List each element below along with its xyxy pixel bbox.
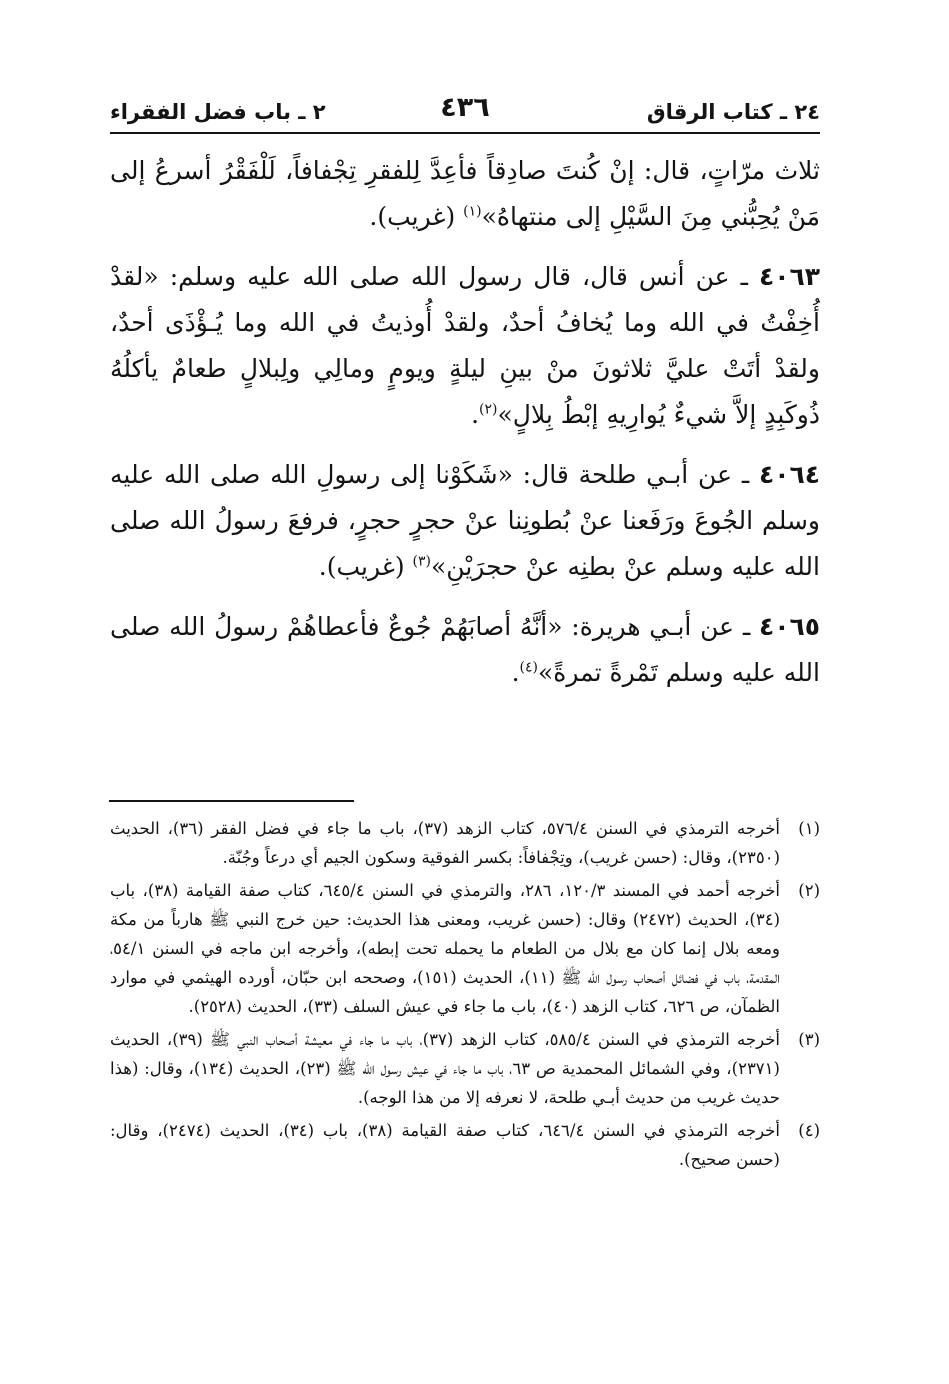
- hadith-number: ٤٠٦٤: [758, 460, 820, 489]
- footnote-marker: (٤): [798, 1121, 820, 1140]
- paragraph-tail: .: [511, 658, 520, 687]
- page-number: ٤٣٦: [440, 92, 490, 123]
- hadith-number: ٤٠٦٥: [758, 612, 820, 641]
- footnote-text: أخرجه الترمذي في السنن ٥٨٥/٤، كتاب الزهد (٣٧)، باب ما جاء في معيشة أصحاب النبي ﷺ (٣٩)، الحديث (٢٣٧١)، وفي الشمائل المحمدية ص ٦٣، باب ما جاء في عيش رسول الله ﷺ (٢٣)، الحديث (١٣٤)، وقال: (هذا حديث غريب من حديث أبـي طلحة، لا نعرفه إلا من هذا الوجه).: [110, 1030, 780, 1107]
- hadith-4065: [110, 604, 820, 696]
- chapter-title: ٢٤ ـ كتاب الرقاق: [646, 100, 820, 124]
- running-header: [110, 88, 820, 134]
- footnote-ref: (٣): [412, 553, 432, 570]
- footnote-text: أخرجه الترمذي في السنن ٦٤٦/٤، كتاب صفة القيامة (٣٨)، باب (٣٤)، الحديث (٢٤٧٤)، وقال: (حسن صحيح).: [110, 1121, 780, 1169]
- paragraph-tail: .: [471, 400, 480, 429]
- book-page: [110, 88, 820, 1328]
- footnote-text: أخرجه أحمد في المسند ١٢٠/٣، ٢٨٦، والترمذي في السنن ٦٤٥/٤، كتاب صفة القيامة (٣٨)، باب (٣٤)، الحديث (٢٤٧٢) وقال: (حسن غريب، ومعنى هذا الحديث: حين خرج النبي ﷺ هارباً من مكة ومعه بلال إنما كان مع بلال من الطعام ما يحمله تحت إبطه)، وأخرجه ابن ماجه في السنن ٥٤/١، المقدمة، باب في فضائل أصحاب رسول الله ﷺ (١١)، الحديث (١٥١)، وصححه ابن حبّان، أورده الهيثمي في موارد الظمآن، ص ٦٢٦، كتاب الزهد (٤٠)، باب ما جاء في عيش السلف (٣٣)، الحديث (٢٥٢٨).: [110, 881, 780, 1016]
- paragraph-continuation: [110, 148, 820, 240]
- paragraph-text: ـ عن أبـي هريرة: «أنَّهُ أصابَهُمْ جُوعٌ فأعطاهُمْ رسولُ الله صلى الله عليه وسلم تَمْرةً تمرةً»: [110, 612, 820, 687]
- footnote-ref: (٤): [519, 659, 538, 676]
- footnote-ref: (٢): [479, 401, 498, 418]
- hadith-4063: [110, 254, 820, 438]
- footnote-2: [110, 876, 820, 1021]
- hadith-4064: [110, 452, 820, 590]
- section-title: ٢ ـ باب فضل الفقراء: [110, 100, 326, 124]
- footnote-1: [110, 814, 820, 872]
- paragraph-text: ـ عن أبـي طلحة قال: «شَكَوْنا إلى رسولِ الله صلى الله عليه وسلم الجُوعَ ورَفَعنا عنْ بُطونِنا عنْ حجرٍ حجرٍ، فرفعَ رسولُ الله صلى الله عليه وسلم عنْ بطنِه عنْ حجرَيْنِ»: [110, 460, 820, 581]
- paragraph-text: ثلاث مرّاتٍ، قال: إنْ كُنتَ صادِقاً فأعِدَّ لِلفقرِ تِجْفافاً، لَلْفَقْرُ أسرعُ إلى مَنْ يُحِبُّني مِنَ السَّيْلِ إلى منتهاهُ»: [110, 156, 820, 231]
- footnote-3: [110, 1025, 820, 1112]
- paragraph-text: ـ عن أنس قال، قال رسول الله صلى الله عليه وسلم: «لقدْ أُخِفْتُ في الله وما يُخافُ أحدٌ، ولقدْ أُوذيتُ في الله وما يُـؤْذَى أحدٌ، ولقدْ أتَتْ عليَّ ثلاثونَ منْ بينِ ليلةٍ ويومٍ ومالِي ولِبلالٍ طعامٌ يأكلُهُ ذُوكَبِدٍ إلاَّ شيءٌ يُوارِيهِ إبْطُ بِلالٍ»: [110, 262, 820, 429]
- footnote-text: أخرجه الترمذي في السنن ٥٧٦/٤، كتاب الزهد (٣٧)، باب ما جاء في فضل الفقر (٣٦)، الحديث (٢٣٥٠)، وقال: (حسن غريب)، وتِجْفافاً: بكسر الفوقية وسكون الجيم أي درعاً وجُنّة.: [110, 819, 780, 867]
- main-text: [110, 148, 820, 696]
- footnote-divider: [109, 800, 354, 802]
- footnote-marker: (٢): [798, 881, 820, 900]
- footnote-ref: (١): [463, 203, 482, 220]
- footnote-marker: (١): [798, 819, 820, 838]
- paragraph-tail: (غريب).: [369, 202, 464, 231]
- paragraph-tail: (غريب).: [318, 552, 413, 581]
- footnote-4: [110, 1116, 820, 1174]
- footnote-marker: (٣): [798, 1030, 820, 1049]
- hadith-number: ٤٠٦٣: [758, 262, 820, 291]
- footnotes: [110, 800, 820, 1178]
